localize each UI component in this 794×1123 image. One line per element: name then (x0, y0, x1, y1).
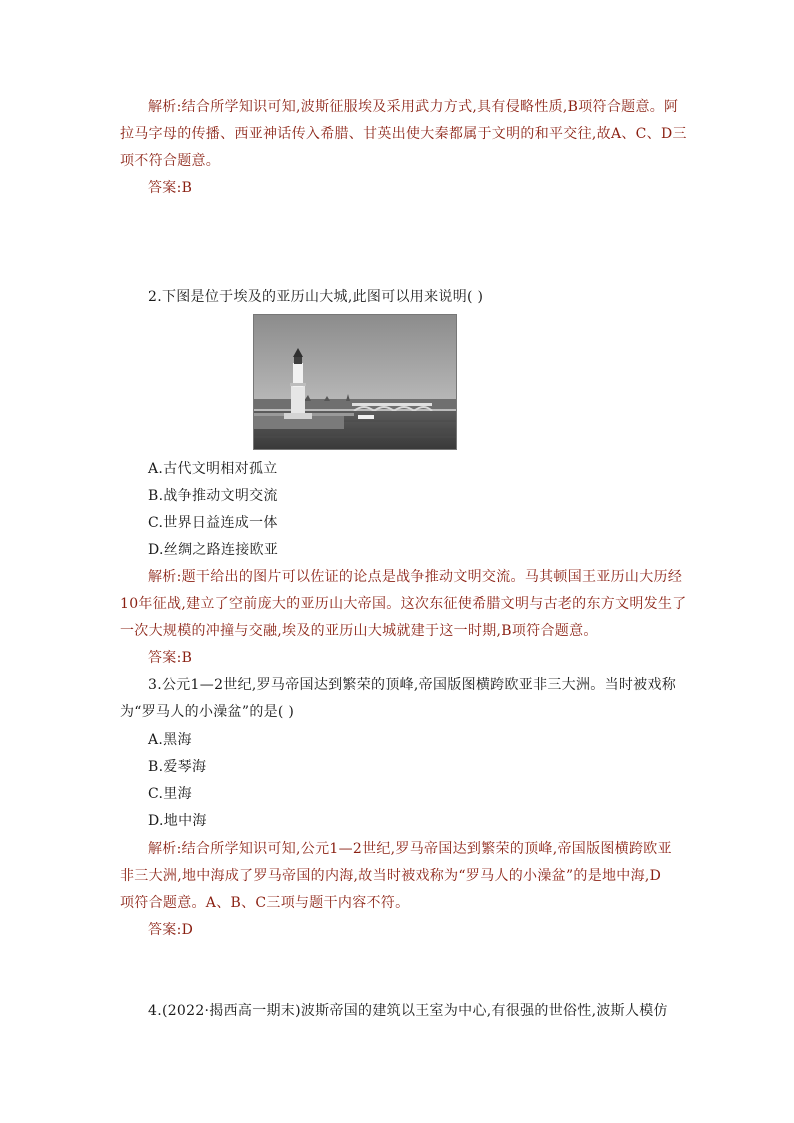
q3-stem-line-2: 为“罗马人的小澡盆”的是( ) (120, 704, 295, 720)
q3-option-b: B.爱琴海 (148, 759, 207, 775)
q1-analysis-line-1: 解析:结合所学知识可知,波斯征服埃及采用武力方式,具有侵略性质,B项符合题意。阿 (148, 99, 679, 115)
q3-stem-line-1: 3.公元1—2世纪,罗马帝国达到繁荣的顶峰,帝国版图横跨欧亚非三大洲。当时被戏称 (148, 677, 677, 693)
q3-answer: 答案:D (148, 922, 194, 938)
q4-stem-line-1: 4.(2022·揭西高一期末)波斯帝国的建筑以王室为中心,有很强的世俗性,波斯人模仿 (148, 1003, 668, 1019)
q2-analysis-line-2: 10年征战,建立了空前庞大的亚历山大帝国。这次东征使希腊文明与古老的东方文明发生了 (120, 596, 687, 612)
alexandria-photo (253, 314, 457, 450)
q3-analysis-line-1: 解析:结合所学知识可知,公元1—2世纪,罗马帝国达到繁荣的顶峰,帝国版图横跨欧亚 (148, 841, 672, 857)
q3-analysis-line-2: 非三大洲,地中海成了罗马帝国的内海,故当时被戏称为“罗马人的小澡盆”的是地中海,D (120, 868, 662, 884)
q1-analysis-line-2: 拉马字母的传播、西亚神话传入希腊、甘英出使大秦都属于文明的和平交往,故A、C、D三 (120, 126, 687, 142)
q2-option-c: C.世界日益连成一体 (148, 515, 278, 531)
q2-analysis-line-1: 解析:题干给出的图片可以佐证的论点是战争推动文明交流。马其顿国王亚历山大历经 (148, 569, 683, 585)
q2-stem: 2.下图是位于埃及的亚历山大城,此图可以用来说明( ) (148, 289, 484, 305)
q2-option-d: D.丝绸之路连接欧亚 (148, 542, 279, 558)
q2-option-a: A.古代文明相对孤立 (148, 461, 278, 477)
lighthouse-harbor-image (254, 315, 456, 449)
q1-answer: 答案:B (148, 180, 193, 196)
q3-option-c: C.里海 (148, 786, 192, 802)
q2-option-b: B.战争推动文明交流 (148, 488, 278, 504)
q3-option-a: A.黑海 (148, 732, 192, 748)
q2-analysis-line-3: 一次大规模的冲撞与交融,埃及的亚历山大城就建于这一时期,B项符合题意。 (120, 623, 598, 639)
q2-answer: 答案:B (148, 650, 193, 666)
q1-analysis-line-3: 项不符合题意。 (120, 153, 221, 169)
q3-option-d: D.地中海 (148, 813, 207, 829)
q3-analysis-line-3: 项符合题意。A、B、C三项与题干内容不符。 (120, 895, 410, 911)
